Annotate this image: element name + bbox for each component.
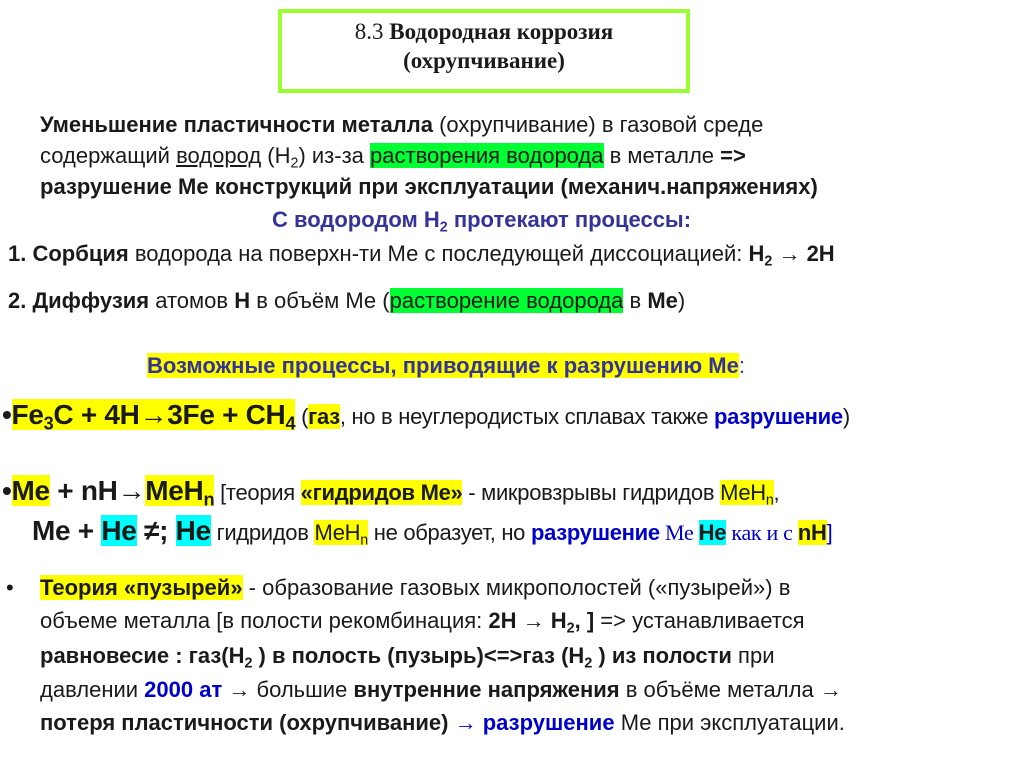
bubbles-line-3: равновесие : $газ(Н_2$ ) в полость (пузырь)<=>газ ($Н_2$ ) из полости при [40,643,775,672]
title-line-2: (охрупчивание) [403,48,565,73]
reaction-fe3c: $•Fe_3C + 4H\to 3Fe + CH_4$ (газ, но в неуглеродистых сплавах также разрушение) [2,399,850,434]
reaction-meh: •Me + nH→MeH$_n$ [теория «гидридов Ме» - микровзрывы гидридов МеН$_n$, [2,475,780,510]
bubbles-line-1: • Теория «пузырей» - образование газовых микрополостей («пузырей») в [6,575,791,600]
bubbles-line-4: давлении 2000 ат → большие внутренние напряжения в объёме металла → [40,677,842,702]
not-equal-icon: ≠ [136,515,160,546]
arrow-icon: → [139,399,168,430]
highlight-dissolution: растворения водорода [370,143,604,168]
arrow-icon: → [516,608,551,633]
highlight-dissolution-2: растворение водорода [389,288,624,313]
possible-heading: Возможные процессы, приводящие к разрушению Ме: [147,353,745,378]
processes-heading: С водородом $Н_2$ протекают процессы: [272,207,692,236]
bubbles-line-2: объеме металла [в полости рекомбинация: $2H \to H_2$, ] => устанавливается [40,608,805,637]
process-diffusion: 2. Диффузия атомов Н в объём Ме (растворение водорода в Ме) [8,288,686,313]
bubbles-line-5: потеря пластичности (охрупчивание) → разрушение Ме при эксплуатации. [40,710,845,735]
arrow-icon: → [772,241,807,266]
reaction-he: Me + He ≠; Не гидридов МеН$_n$ не образует, но разрушение Ме Не как и с nH] [32,515,833,549]
arrow-icon: → [117,475,146,506]
intro-line-2: содержащий водород $(Н_2)$ из-за растворения водорода в металле => [40,143,746,172]
bullet: • [6,575,14,600]
title-box [278,9,690,93]
process-sorption: 1. Сорбция водорода на поверхн-ти Ме с последующей диссоциацией: $H_2 \to 2H$ [8,241,835,270]
section-number: 8.3 [354,19,390,44]
title-line-1 [282,17,686,46]
intro-line-1: Уменьшение пластичности металла (охрупчивание) в газовой среде [40,112,764,137]
intro-line-3: разрушение Ме конструкций при эксплуатации (механич.напряжениях) [40,174,818,199]
title-bold: Водородная коррозия [389,19,614,44]
